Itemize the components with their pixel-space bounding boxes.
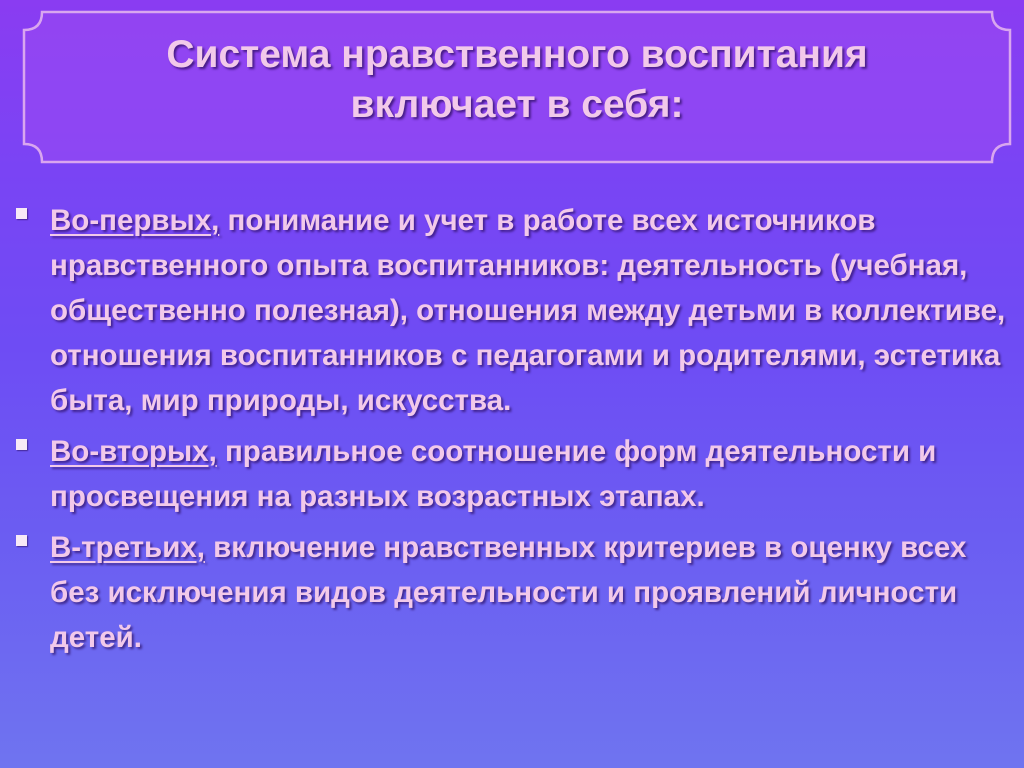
bullet-item-second	[14, 429, 1018, 519]
square-bullet-icon	[16, 439, 27, 450]
square-bullet-icon	[16, 535, 27, 546]
bullet-text: правильное соотношение форм деятельности и просвещения на разных возрастных этапах.	[50, 435, 937, 513]
bullet-list	[14, 198, 1018, 666]
slide-title-line: включает в себя:	[350, 83, 684, 126]
bullet-item-third	[14, 525, 1018, 660]
bullet-lead: Во-вторых,	[50, 435, 217, 468]
square-bullet-icon	[16, 208, 27, 219]
bullet-lead: Во-первых,	[50, 204, 220, 237]
slide-title-line: Система нравственного воспитания	[166, 33, 868, 76]
title-frame	[20, 8, 1014, 166]
bullet-text: включение нравственных критериев в оценку всех без исключения видов деятельности и проявлений личности детей.	[50, 531, 967, 654]
bullet-lead: В-третьих,	[50, 531, 205, 564]
bullet-text: понимание и учет в работе всех источников нравственного опыта воспитанников: деятельность (учебная, общественно полезная), отношения между детьми в коллективе, отношения воспитанников с педагогами и родителями, эстетика быта, мир природы, искусства.	[50, 204, 1006, 417]
bullet-item-first	[14, 198, 1018, 423]
slide-title	[80, 30, 954, 130]
